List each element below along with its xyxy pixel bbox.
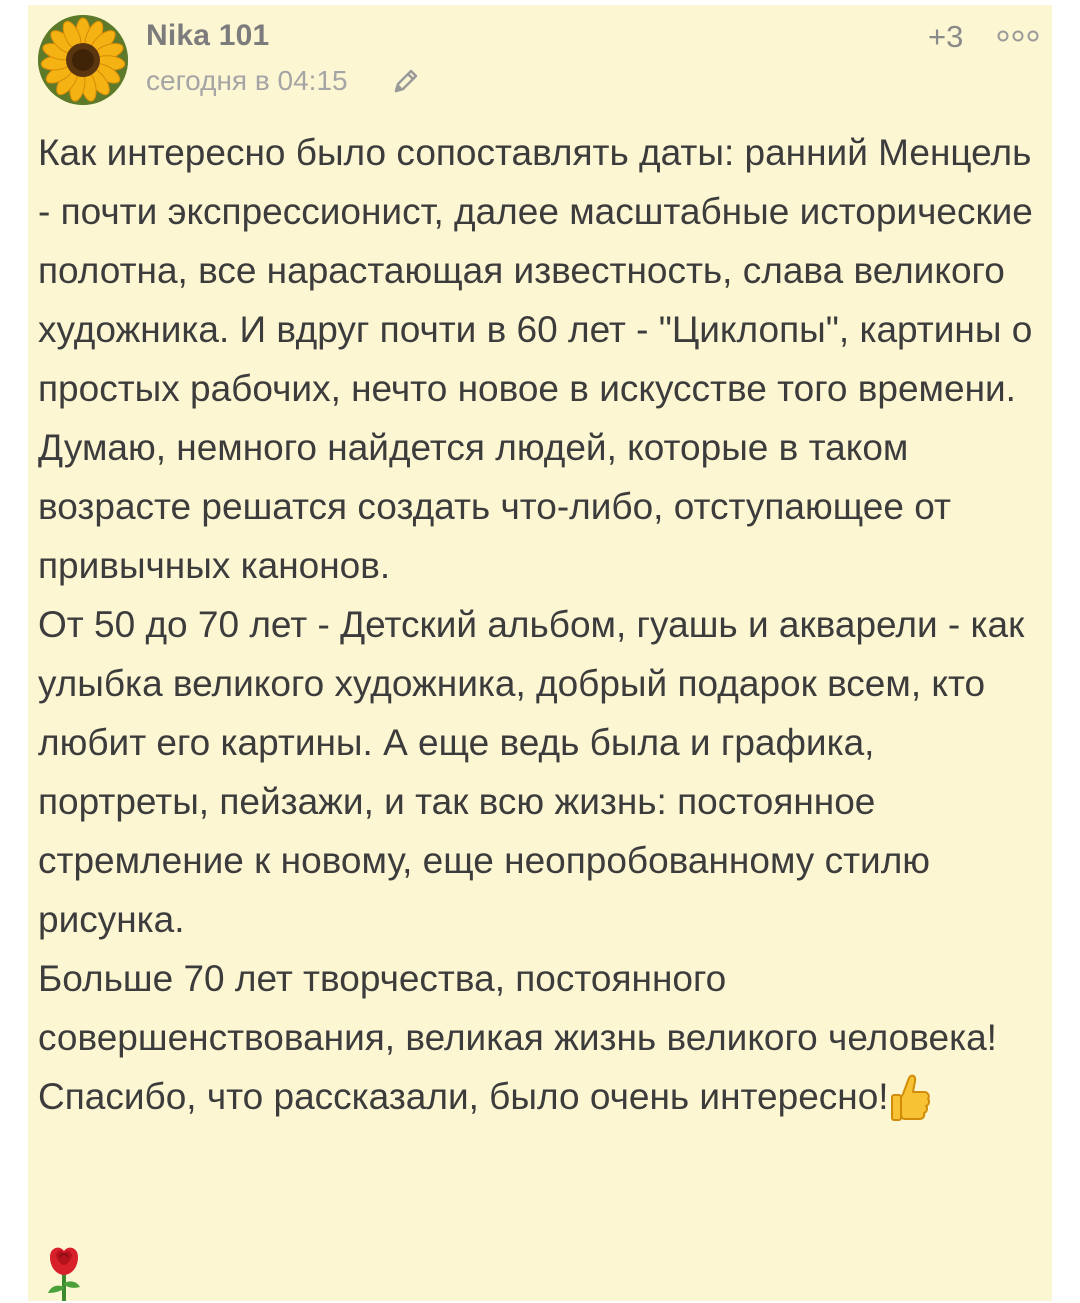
- post-timestamp: сегодня в 04:15: [146, 65, 348, 96]
- author-name[interactable]: Nika 101: [146, 19, 270, 52]
- avatar[interactable]: [38, 15, 128, 105]
- rose-icon: [40, 1243, 88, 1303]
- comment-card: [28, 5, 1052, 1301]
- comment-body: [38, 123, 1043, 1126]
- comment-paragraph-text: Спасибо, что рассказали, было очень интересно!: [38, 1076, 889, 1117]
- thumbs-up-icon: [889, 1072, 931, 1126]
- comment-paragraph: От 50 до 70 лет - Детский альбом, гуашь и акварели - как улыбка великого художника, добрый подарок всем, кто любит его картины. А еще ведь была и графика, портреты, пейзажи, и так всю жизнь: постоянное стремление к новому, еще неопробованному стилю рисунка.: [38, 604, 1025, 940]
- comment-paragraph-last: [38, 1067, 1043, 1126]
- more-options-icon[interactable]: [996, 29, 1040, 43]
- comment-paragraph: Больше 70 лет творчества, постоянного совершенствования, великая жизнь великого человека!: [38, 958, 997, 1058]
- sunflower-icon: [38, 15, 128, 105]
- comment-paragraph: Как интересно было сопоставлять даты: ранний Менцель - почти экспрессионист, далее масштабные исторические полотна, все нарастающая известность, слава великого художника. И вдруг почти в 60 лет - "Циклопы", картины о простых рабочих, нечто новое в искусстве того времени. Думаю, немного найдется людей, которые в таком возрасте решатся создать что-либо, отступающее от привычных канонов.: [38, 132, 1033, 586]
- edit-pencil-icon[interactable]: [390, 67, 420, 97]
- rating-score: +3: [928, 19, 964, 54]
